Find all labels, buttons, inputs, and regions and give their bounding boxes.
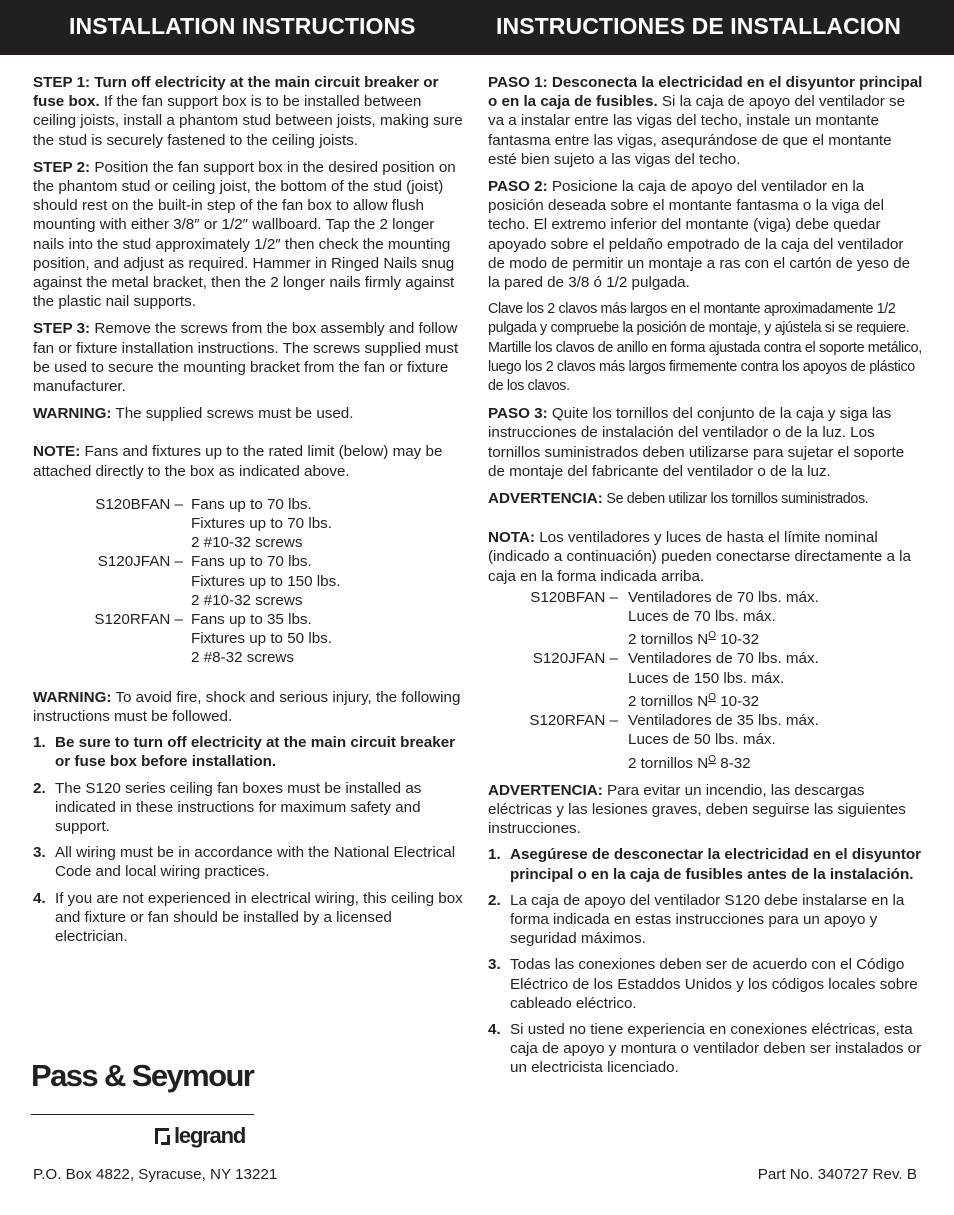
- step-1-text: If the fan support box is to be installed between ceiling joists, install a phantom stud between joists, making sure the stud is securely fastened to the ceiling joists.: [33, 93, 463, 149]
- step-3-label: STEP 3:: [33, 320, 91, 338]
- list-text: Si usted no tiene experiencia en conexiones eléctricas, esta caja de apoyo y montura o ventilador deben ser instalados or un electricista licenciado.: [510, 1020, 922, 1077]
- step-2-label: STEP 2:: [33, 158, 91, 176]
- nota: [488, 528, 923, 586]
- safety-list: [33, 733, 465, 946]
- list-number: 1.: [33, 734, 46, 752]
- model-screws: 2 #10-32 screws: [191, 534, 303, 552]
- paso-2-extra: Clave los 2 clavos más largos en el montante aproximadamente 1/2 pulgada y compruebe la posición de montaje, y ajústela si se requiere. Martille los clavos de anillo en forma ajustada contra el soporte metálico, luego los 2 clavos más largos firmemente contra los apoyos de plástico de los clavos.: [488, 301, 922, 395]
- legrand-logo: [155, 1123, 245, 1149]
- warning-safety: [33, 688, 465, 726]
- model-screws: 2 tornillos $N^O$ 10-32: [628, 630, 760, 649]
- warning-text: The supplied screws must be used.: [111, 405, 354, 423]
- header-bar: [0, 0, 954, 55]
- model-fans: Ventiladores de 35 lbs. máx.: [628, 712, 819, 730]
- paso-2-text: Posicione la caja de apoyo del ventilador en la posición deseada sobre el montante fantasma o la viga del techo. El extremo inferior del montante (viga) debe quedar apoyado sobre el peldaño empotrado de la caja del ventilador de modo de permitir un montaje a ras con el cartón de yeso de la pared de 3/8 ó 1/2 pulgada.: [488, 178, 911, 292]
- advertencia-text: Para evitar un incendio, las descargas eléctricas y las lesiones graves, deben seguirse las siguientes instrucciones.: [488, 781, 906, 838]
- paso-3-text: Quite los tornillos del conjunto de la caja y siga las instrucciones de instalación del ventilador o de la luz. Los tornillos suministrados deben utilizarse para sujetar el soporte de montaje del fabricante del ventilador o de la luz.: [488, 405, 905, 480]
- model-row: [33, 552, 465, 610]
- model-fans: Fans up to 70 lbs.: [191, 495, 312, 513]
- list-number: 3.: [488, 956, 501, 974]
- model-fixtures: Luces de 150 lbs. máx.: [628, 669, 785, 687]
- step-2-text: Position the fan support box in the desired position on the phantom stud or ceiling joist, the bottom of the stud (joist) should rest on the built-in step of the fan box to allow flush mounting with either 3/8″ or 1/2″ wallboard. Tap the 2 longer nails into the stud approximately 1/2″ then check the mounting position, and adjust as required. Hammer in Ringed Nails snug against the metal bracket, then the 2 longer nails firmly against the plastic nail supports.: [33, 158, 456, 311]
- list-number: 2.: [488, 891, 501, 909]
- model-fans: Fans up to 70 lbs.: [191, 553, 312, 571]
- model-fans: Ventiladores de 70 lbs. máx.: [628, 588, 819, 606]
- footer-part-number: Part No. 340727 Rev. B: [757, 1166, 917, 1183]
- step-3-text: Remove the screws from the box assembly and follow fan or fixture installation instructions. The screws supplied must be used to secure the mounting bracket from the fan or fixture manufacturer.: [33, 320, 459, 396]
- advertencia-safety: [488, 781, 923, 839]
- paso-1-label: PASO 1: Desconecta la electricidad en el disyuntor principal o en la caja de fusibles.: [488, 74, 923, 111]
- english-column: [33, 73, 465, 953]
- model-ratings: [33, 481, 465, 668]
- list-number: 4.: [488, 1020, 501, 1038]
- pass-seymour-logo: Pass & Seymour: [31, 1058, 254, 1093]
- nota-label: NOTA:: [488, 529, 535, 547]
- step-1: [33, 73, 465, 150]
- legrand-icon: [155, 1128, 169, 1144]
- model-fixtures: Luces de 70 lbs. máx.: [628, 608, 776, 626]
- list-text: La caja de apoyo del ventilador S120 debe instalarse en la forma indicada en estas instrucciones para un apoyo y seguridad máximos.: [510, 891, 905, 948]
- model-name: S120RFAN –: [94, 611, 183, 629]
- warning-screws: [33, 404, 465, 423]
- model-ratings: [520, 588, 923, 773]
- legrand-wordmark: legrand: [174, 1123, 246, 1148]
- model-screws: 2 #8-32 screws: [191, 649, 294, 667]
- list-item: [33, 889, 465, 947]
- list-item: [488, 955, 923, 1013]
- model-fixtures: Fixtures up to 70 lbs.: [191, 515, 332, 533]
- paso-3-label: PASO 3:: [488, 405, 548, 423]
- list-number: 2.: [33, 779, 46, 797]
- list-text: If you are not experienced in electrical wiring, this ceiling box and fixture or fan should be installed by a licensed electrician.: [55, 889, 463, 945]
- model-row: [520, 588, 923, 650]
- note: [33, 442, 465, 480]
- list-item: [33, 733, 465, 771]
- list-number: 3.: [33, 844, 46, 862]
- warning-text: To avoid fire, shock and serious injury, the following instructions must be followed.: [33, 688, 461, 725]
- model-name: S120RFAN –: [529, 712, 618, 730]
- model-name: S120JFAN –: [532, 650, 618, 668]
- advertencia-text: Se deben utilizar los tornillos suministrados.: [602, 491, 869, 508]
- paso-2-label: PASO 2:: [488, 178, 548, 196]
- list-text: Be sure to turn off electricity at the main circuit breaker or fuse box before installation.: [55, 734, 456, 771]
- list-text: Todas las conexiones deben ser de acuerdo con el Código Eléctrico de los Estaddos Unidos y los códigos locales sobre cableado eléctrico.: [510, 956, 918, 1012]
- footer-address: P.O. Box 4822, Syracuse, NY 13221: [33, 1166, 278, 1183]
- nota-text: Los ventiladores y luces de hasta el límite nominal (indicado a continuación) pueden conectarse directamente a la caja en la forma indicada arriba.: [488, 529, 911, 585]
- note-text: Fans and fixtures up to the rated limit (below) may be attached directly to the box as indicated above.: [33, 443, 443, 480]
- step-2: [33, 158, 465, 312]
- model-name: S120BFAN –: [530, 588, 618, 606]
- list-number: 1.: [488, 846, 501, 864]
- safety-list: [488, 845, 923, 1077]
- step-3: [33, 319, 465, 396]
- model-fixtures: Fixtures up to 150 lbs.: [191, 572, 341, 590]
- title-spanish: INSTRUCTIONES DE INSTALLACION: [496, 13, 901, 39]
- list-number: 4.: [33, 889, 46, 907]
- model-screws: 2 tornillos $N^O$ 10-32: [628, 691, 760, 710]
- warning-label: WARNING:: [33, 688, 112, 706]
- model-screws: 2 #10-32 screws: [191, 591, 303, 609]
- list-item: [488, 1020, 923, 1078]
- title-english: INSTALLATION INSTRUCTIONS: [69, 13, 416, 39]
- list-text: All wiring must be in accordance with the National Electrical Code and local wiring practices.: [55, 844, 456, 881]
- warning-label: WARNING:: [33, 405, 112, 423]
- list-item: [488, 845, 923, 883]
- list-item: [488, 891, 923, 949]
- spanish-column: [488, 73, 923, 1085]
- model-name: S120JFAN –: [97, 553, 183, 571]
- model-name: S120BFAN –: [95, 495, 183, 513]
- list-text: The S120 series ceiling fan boxes must be installed as indicated in these instructions for maximum safety and support.: [55, 779, 422, 835]
- model-fixtures: Luces de 50 lbs. máx.: [628, 731, 776, 749]
- list-item: [33, 843, 465, 881]
- paso-1-text: Si la caja de apoyo del ventilador se va a instalar entre las vigas del techo, instale un montante fantasma entre las vigas, asequrándose de que el montante esté bien sujeto a las vigas del techo.: [488, 93, 906, 168]
- logo-divider: [31, 1114, 254, 1115]
- model-row: [33, 610, 465, 668]
- model-row: [33, 495, 465, 553]
- advertencia-label: ADVERTENCIA:: [488, 781, 603, 799]
- advertencia-label: ADVERTENCIA:: [488, 490, 603, 508]
- model-fans: Ventiladores de 70 lbs. máx.: [628, 650, 819, 668]
- step-1-label: STEP 1: Turn off electricity at the main circuit breaker or fuse box.: [33, 74, 439, 111]
- model-row: [520, 711, 923, 773]
- list-item: [33, 779, 465, 837]
- model-fixtures: Fixtures up to 50 lbs.: [191, 630, 332, 648]
- model-screws: 2 tornillos $N^O$ 8-32: [628, 753, 751, 772]
- paso-3: [488, 404, 923, 481]
- model-fans: Fans up to 35 lbs.: [191, 611, 312, 629]
- paso-2: [488, 177, 923, 292]
- list-text: Asegúrese de desconectar la electricidad en el disyuntor principal o en la caja de fusibles antes de la instalación.: [510, 846, 922, 883]
- model-row: [520, 649, 923, 711]
- paso-1: [488, 73, 923, 169]
- advertencia-screws: [488, 489, 923, 509]
- note-label: NOTE:: [33, 443, 81, 461]
